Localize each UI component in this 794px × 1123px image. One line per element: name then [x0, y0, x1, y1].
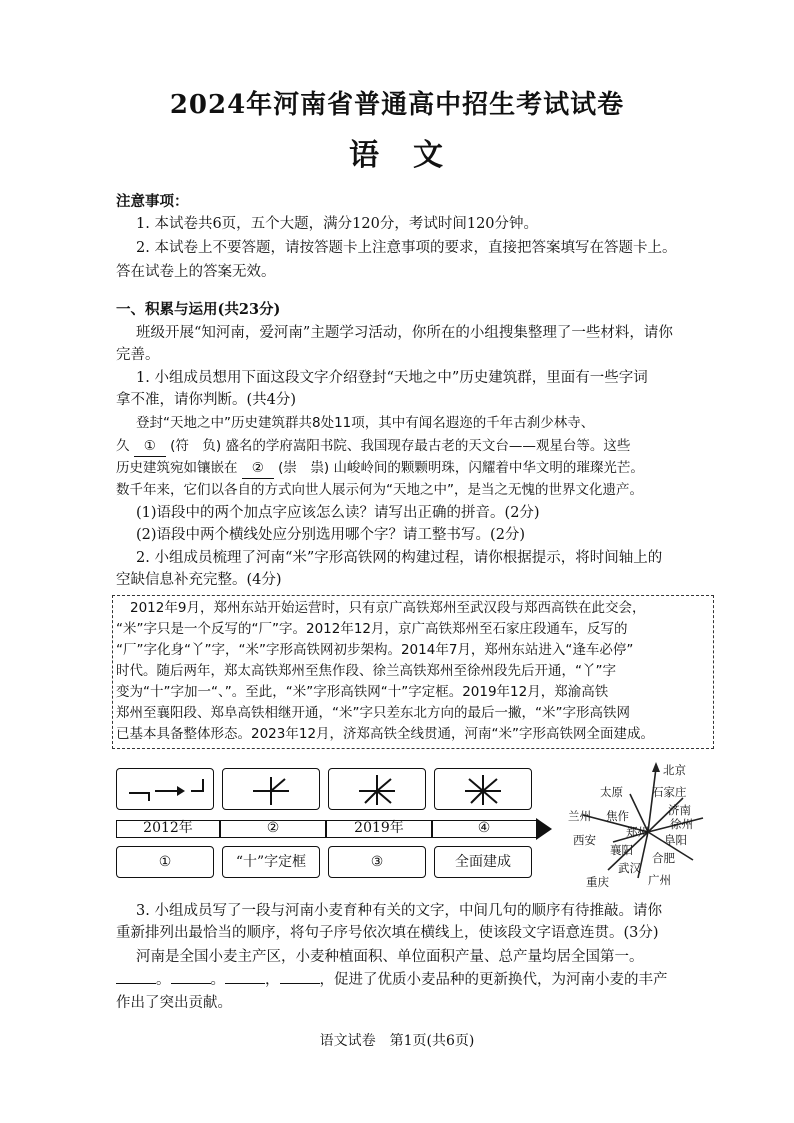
map-city: 襄阳	[610, 843, 633, 857]
question-3-end: 作出了突出贡献。	[116, 995, 232, 1011]
passage-line-3	[116, 458, 716, 479]
blank-1: ①	[134, 436, 166, 457]
passage-line-2	[116, 436, 716, 457]
map-city: 武汉	[618, 861, 641, 875]
passage-text: 历史建筑宛如镶嵌在	[116, 460, 238, 476]
shape-box-2019	[328, 768, 426, 810]
section-1-intro-cont: 完善。	[116, 347, 160, 363]
notes-item-2-cont: 答在试卷上的答案无效。	[116, 264, 276, 280]
question-2-cont: 空缺信息补充完整。(4分)	[116, 572, 282, 588]
map-city: 合肥	[652, 851, 675, 865]
map-city: 郑州	[626, 825, 649, 839]
timeline-label: ④	[477, 820, 491, 836]
material-line: “米”字只是一个反写的“厂”字。2012年12月，京广高铁郑州至石家庄段通车，反写的	[116, 621, 628, 637]
question-1: 1. 小组成员想用下面这段文字介绍登封“天地之中”历史建筑群，里面有一些字词	[136, 370, 648, 386]
answer-box: “十”字定框	[222, 846, 320, 878]
page-footer: 语文试卷 第1页(共6页)	[319, 1033, 475, 1049]
mi-partial-shape-icon	[329, 769, 425, 809]
ya-shape-icon	[223, 769, 319, 809]
question-3-tail: ，促进了优质小麦品种的更新换代，为河南小麦的丰产	[319, 972, 668, 988]
passage-text: 久	[116, 438, 130, 454]
section-1-heading: 一、积累与运用(共23分)	[116, 301, 281, 318]
timeline-label: 2019年	[354, 820, 404, 836]
material-line: 2012年9月，郑州东站开始运营时，只有京广高铁郑州至武汉段与郑西高铁在此交会，	[130, 600, 646, 616]
timeline-label: ②	[266, 820, 280, 836]
shape-box-2012	[116, 768, 214, 810]
question-1-2: (2)语段中两个横线处应分别选用哪个字？请工整书写。(2分)	[136, 527, 526, 543]
option-pair-1: (符 负)	[170, 438, 222, 454]
option-pair-2: (崇 祟)	[278, 460, 330, 476]
question-3-cont: 重新排列出最恰当的顺序，将句子序号依次填在横线上，使该段文字语意连贯。(3分)	[116, 925, 659, 941]
mi-full-shape-icon	[435, 769, 531, 809]
material-line: 时代。随后两年，郑太高铁郑州至焦作段、徐兰高铁郑州至徐州段先后开通，“丫”字	[116, 663, 616, 679]
question-3: 3. 小组成员写了一段与河南小麦育种有关的文字，中间几句的顺序有待推敲。请你	[136, 903, 662, 919]
subject-title: 语 文	[349, 138, 445, 173]
passage-text: 盛名的学府嵩阳书院、我国现存最古老的天文台——观星台等。这些	[225, 438, 631, 454]
notes-item-2: 2. 本试卷上不要答题，请按答题卡上注意事项的要求，直接把答案填写在答题卡上。	[136, 240, 677, 256]
question-2: 2. 小组成员梳理了河南“米”字形高铁网的构建过程，请你根据提示，将时间轴上的	[136, 550, 663, 566]
map-city: 太原	[600, 785, 623, 799]
question-3-passage: 河南是全国小麦主产区，小麦种植面积、单位面积产量、总产量均居全国第一。	[136, 949, 644, 965]
railway-map	[568, 760, 718, 890]
material-line: 变为“十”字加一“、”。至此，“米”字形高铁网“十”字定框。2019年12月，郑渝高铁	[116, 684, 609, 700]
answer-box: ③	[328, 846, 426, 878]
map-city: 济南	[668, 803, 691, 817]
notes-item-1: 1. 本试卷共6页，五个大题，满分120分，考试时间120分钟。	[136, 216, 539, 232]
question-1-cont: 拿不准，请你判断。(共4分)	[116, 392, 297, 408]
map-city: 石家庄	[652, 785, 687, 799]
section-1-intro: 班级开展“知河南，爱河南”主题学习活动，你所在的小组搜集整理了一些材料，请你	[136, 325, 673, 341]
answer-blank[interactable]	[116, 983, 156, 984]
map-city: 重庆	[586, 875, 609, 889]
material-line: 郑州至襄阳段、郑阜高铁相继开通，“米”字只差东北方向的最后一撇，“米”字形高铁网	[116, 705, 630, 721]
material-line: 已基本具备整体形态。2023年12月，济郑高铁全线贯通，河南“米”字形高铁网全面建成。	[116, 726, 655, 742]
passage-text: 山峻岭间的颗颗明珠，闪耀着中华文明的璀璨光芒。	[333, 460, 644, 476]
answer-blank[interactable]	[171, 983, 211, 984]
shape-box-2	[222, 768, 320, 810]
exam-title: 2024年河南省普通高中招生考试试卷	[169, 90, 625, 120]
answer-box: ①	[116, 846, 214, 878]
passage-line-4: 数千年来，它们以各自的方式向世人展示何为“天地之中”，是当之无愧的世界文化遗产。	[116, 482, 643, 498]
material-line: “厂”字化身“丫”字，“米”字形高铁网初步架构。2014年7月，郑州东站进入“逢车必停”	[116, 642, 634, 658]
map-city: 徐州	[670, 817, 693, 831]
blank-2: ②	[242, 458, 274, 479]
notes-heading: 注意事项：	[116, 193, 189, 210]
question-3-blanks: 。 。 ， ，促进了优质小麦品种的更新换代，为河南小麦的丰产	[116, 970, 716, 990]
map-city: 兰州	[568, 809, 591, 823]
timeline-arrow-icon	[536, 818, 552, 840]
map-city: 阜阳	[664, 833, 687, 847]
answer-blank[interactable]	[280, 983, 320, 984]
reverse-chang-shape-icon	[117, 769, 213, 809]
map-city: 广州	[648, 873, 671, 887]
answer-blank[interactable]	[225, 983, 265, 984]
timeline-diagram	[116, 768, 546, 883]
map-city: 西安	[573, 833, 596, 847]
answer-box: 全面建成	[434, 846, 532, 878]
timeline-label: 2012年	[143, 820, 193, 836]
map-city: 北京	[663, 763, 686, 777]
question-1-1: (1)语段中的两个加点字应该怎么读？请写出正确的拼音。(2分)	[136, 505, 540, 521]
shape-box-4	[434, 768, 532, 810]
map-city: 焦作	[606, 809, 629, 823]
passage-line-1: 登封“天地之中”历史建筑群共8处11项，其中有闻名遐迩的千年古刹少林寺、	[136, 415, 595, 431]
